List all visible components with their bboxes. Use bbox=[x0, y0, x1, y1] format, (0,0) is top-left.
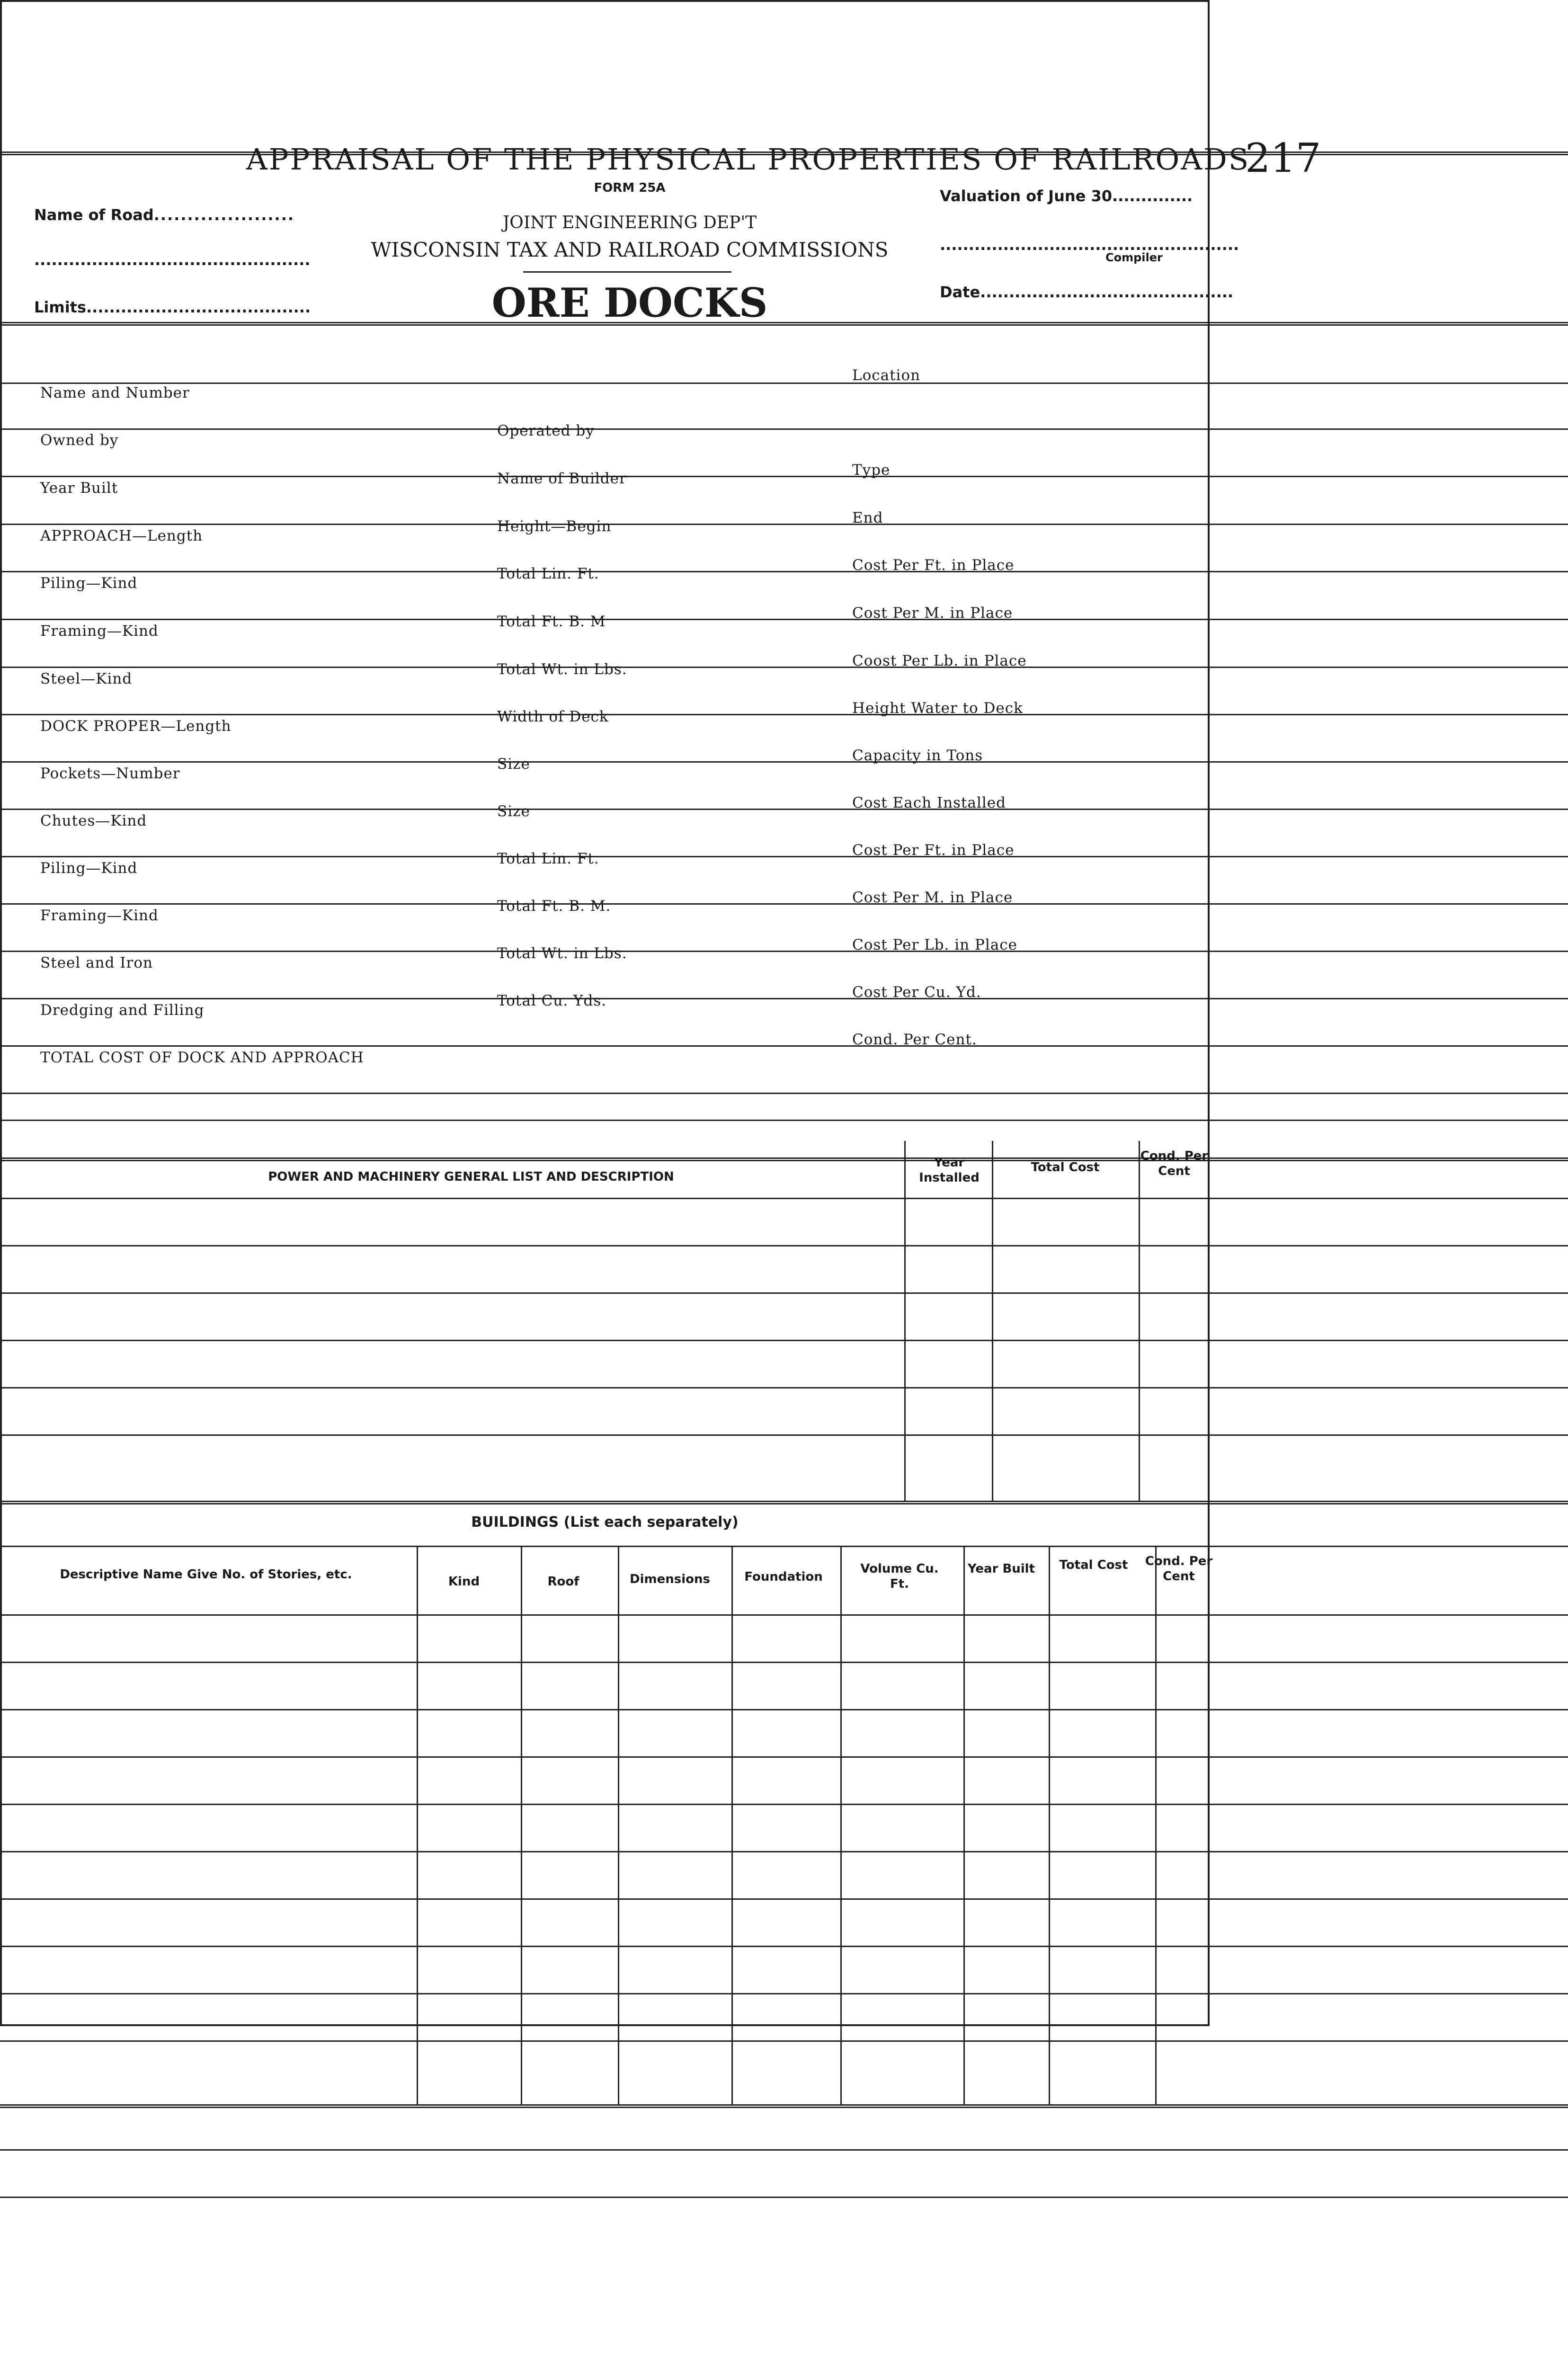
valuation-label: Valuation of June 30.............. bbox=[940, 187, 1193, 205]
field-row-14-col-3: Cost Per Cu. Yd. bbox=[852, 984, 981, 1001]
field-row-11-col-3: Cost Per Ft. in Place bbox=[852, 842, 1015, 859]
field-row-15-col-3: Cond. Per Cent. bbox=[852, 1031, 977, 1048]
field-row-5-col-3: Cost Per Ft. in Place bbox=[852, 557, 1015, 574]
field-row-13-col-2: Total Wt. in Lbs. bbox=[497, 945, 627, 962]
location-label: Location bbox=[852, 367, 921, 384]
field-row-7-col-3: Coost Per Lb. in Place bbox=[852, 652, 1027, 669]
buildings-col-roof: Roof bbox=[547, 1575, 579, 1589]
form-title: ORE DOCKS bbox=[491, 279, 768, 326]
field-row-15-col-1: TOTAL COST OF DOCK AND APPROACH bbox=[40, 1049, 364, 1066]
field-row-3-col-1: Year Built bbox=[40, 480, 118, 497]
buildings-col-descriptive-name: Descriptive Name Give No. of Stories, etc. bbox=[60, 1567, 352, 1582]
power-col-cond: Cond. Per Cent bbox=[1140, 1149, 1208, 1178]
field-row-13-col-1: Steel and Iron bbox=[40, 954, 153, 971]
power-heading: POWER AND MACHINERY GENERAL LIST AND DESCRIPTION bbox=[268, 1170, 674, 1184]
field-row-6-col-1: Framing—Kind bbox=[40, 623, 159, 640]
field-row-6-col-2: Total Ft. B. M bbox=[497, 613, 606, 630]
field-row-1-col-1: Name and Number bbox=[40, 384, 190, 401]
field-row-3-col-2: Name of Builder bbox=[497, 470, 627, 487]
name-of-road-label: Name of Road..................... bbox=[34, 206, 295, 224]
power-col-year: Year Installed bbox=[919, 1156, 980, 1185]
buildings-col-foundation: Foundation bbox=[744, 1570, 823, 1584]
compiler-line: .................................................... bbox=[940, 236, 1239, 254]
buildings-col-kind: Kind bbox=[448, 1575, 480, 1589]
road-name-continuation-line: ................................................ bbox=[34, 251, 311, 269]
buildings-divider bbox=[0, 2104, 1568, 2108]
buildings-col-year-built: Year Built bbox=[967, 1562, 1035, 1576]
field-row-6-col-3: Cost Per M. in Place bbox=[852, 605, 1013, 622]
running-head: APPRAISAL OF THE PHYSICAL PROPERTIES OF RAILROADS bbox=[246, 142, 1250, 177]
top-panel-divider bbox=[0, 151, 1568, 155]
limits-label: Limits....................................... bbox=[34, 298, 311, 316]
field-row-14-col-1: Dredging and Filling bbox=[40, 1002, 205, 1019]
field-row-8-col-3: Height Water to Deck bbox=[852, 700, 1023, 717]
buildings-col-dimensions: Dimensions bbox=[630, 1572, 710, 1586]
field-row-10-col-3: Cost Each Installed bbox=[852, 794, 1006, 811]
buildings-col-total-cost: Total Cost bbox=[1059, 1558, 1128, 1572]
field-row-8-col-1: DOCK PROPER—Length bbox=[40, 718, 232, 735]
field-row-4-col-3: End bbox=[852, 509, 883, 526]
field-row-10-col-2: Size bbox=[497, 803, 530, 820]
bottom-panel-rule bbox=[0, 2197, 1568, 2198]
field-row-9-col-3: Capacity in Tons bbox=[852, 747, 983, 764]
field-row-11-col-2: Total Lin. Ft. bbox=[497, 850, 599, 867]
field-row-12-col-3: Cost Per M. in Place bbox=[852, 889, 1013, 906]
fields-divider bbox=[0, 1157, 1568, 1161]
field-row-2-col-2: Operated by bbox=[497, 422, 595, 439]
field-row-4-col-1: APPROACH—Length bbox=[40, 527, 203, 544]
power-divider bbox=[0, 1501, 1568, 1504]
field-row-12-col-1: Framing—Kind bbox=[40, 907, 159, 924]
field-row-5-col-1: Piling—Kind bbox=[40, 575, 138, 592]
field-row-7-col-2: Total Wt. in Lbs. bbox=[497, 661, 627, 678]
field-row-4-col-2: Height—Begin bbox=[497, 518, 612, 535]
buildings-col-cond: Cond. Per Cent bbox=[1145, 1554, 1213, 1584]
field-row-10-col-1: Chutes—Kind bbox=[40, 812, 147, 829]
field-row-13-col-3: Cost Per Lb. in Place bbox=[852, 936, 1017, 953]
field-row-9-col-1: Pockets—Number bbox=[40, 765, 180, 782]
power-col-cost: Total Cost bbox=[1031, 1160, 1100, 1175]
page-number: 217 bbox=[1245, 135, 1321, 181]
header-divider bbox=[0, 322, 1568, 326]
bottom-panel-rule bbox=[0, 2149, 1568, 2151]
field-row-7-col-1: Steel—Kind bbox=[40, 670, 133, 687]
form-number: FORM 25A bbox=[594, 181, 666, 195]
title-rule bbox=[523, 271, 731, 273]
field-row-8-col-2: Width of Deck bbox=[497, 708, 609, 725]
field-row-2-col-1: Owned by bbox=[40, 432, 119, 449]
date-label: Date............................................ bbox=[940, 283, 1234, 301]
field-row-14-col-2: Total Cu. Yds. bbox=[497, 992, 607, 1009]
buildings-col-volume: Volume Cu. Ft. bbox=[860, 1562, 939, 1591]
compiler-label: Compiler bbox=[1105, 251, 1163, 264]
field-row-12-col-2: Total Ft. B. M. bbox=[497, 898, 611, 915]
dept-name: JOINT ENGINEERING DEP'T bbox=[502, 213, 757, 232]
field-row-9-col-2: Size bbox=[497, 756, 530, 773]
field-row-11-col-1: Piling—Kind bbox=[40, 860, 138, 877]
buildings-heading: BUILDINGS (List each separately) bbox=[471, 1514, 739, 1531]
field-row-5-col-2: Total Lin. Ft. bbox=[497, 565, 599, 582]
field-row-3-col-3: Type bbox=[852, 462, 891, 479]
commission-name: WISCONSIN TAX AND RAILROAD COMMISSIONS bbox=[371, 238, 889, 261]
